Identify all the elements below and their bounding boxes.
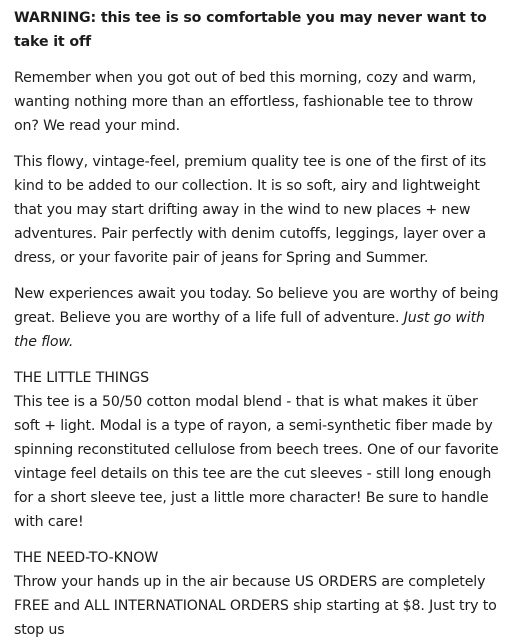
paragraph-intro: Remember when you got out of bed this morning, cozy and warm, wanting nothing more than an effortless, fashionable tee to throw on? We read your mind. (14, 70, 477, 134)
paragraph-adventure-text: New experiences await you today. So believe you are worthy of being great. Believe you are worthy of a life full of adventure. (14, 286, 499, 326)
paragraph-adventure-tagline: Just go with the flow. (14, 310, 485, 350)
section-body-need-to-know: Throw your hands up in the air because US ORDERS are completely FREE and ALL INTERNATIONAL ORDERS ship starting at $8. Just try to stop us (14, 574, 497, 638)
warning-heading: WARNING: this tee is so comfortable you may never want to take it off (14, 10, 487, 50)
section-title-little-things: THE LITTLE THINGS (14, 370, 149, 386)
paragraph-adventure (14, 282, 501, 354)
paragraph-details: This flowy, vintage-feel, premium quality tee is one of the first of its kind to be added to our collection. It is so soft, airy and lightweight that you may start drifting away in the wind to new places + new adventures. Pair perfectly with denim cutoffs, leggings, layer over a dress, or your favorite pair of jeans for Spring and Summer. (14, 154, 487, 266)
section-body-little-things: This tee is a 50/50 cotton modal blend - that is what makes it über soft + light. Modal is a type of rayon, a semi-synthetic fiber made by spinning reconstituted cellulose from beech trees. One of our favorite vintage feel details on this tee are the cut sleeves - still long enough for a short sleeve tee, just a little more character! Be sure to handle with care! (14, 394, 499, 530)
section-title-need-to-know: THE NEED-TO-KNOW (14, 550, 159, 566)
